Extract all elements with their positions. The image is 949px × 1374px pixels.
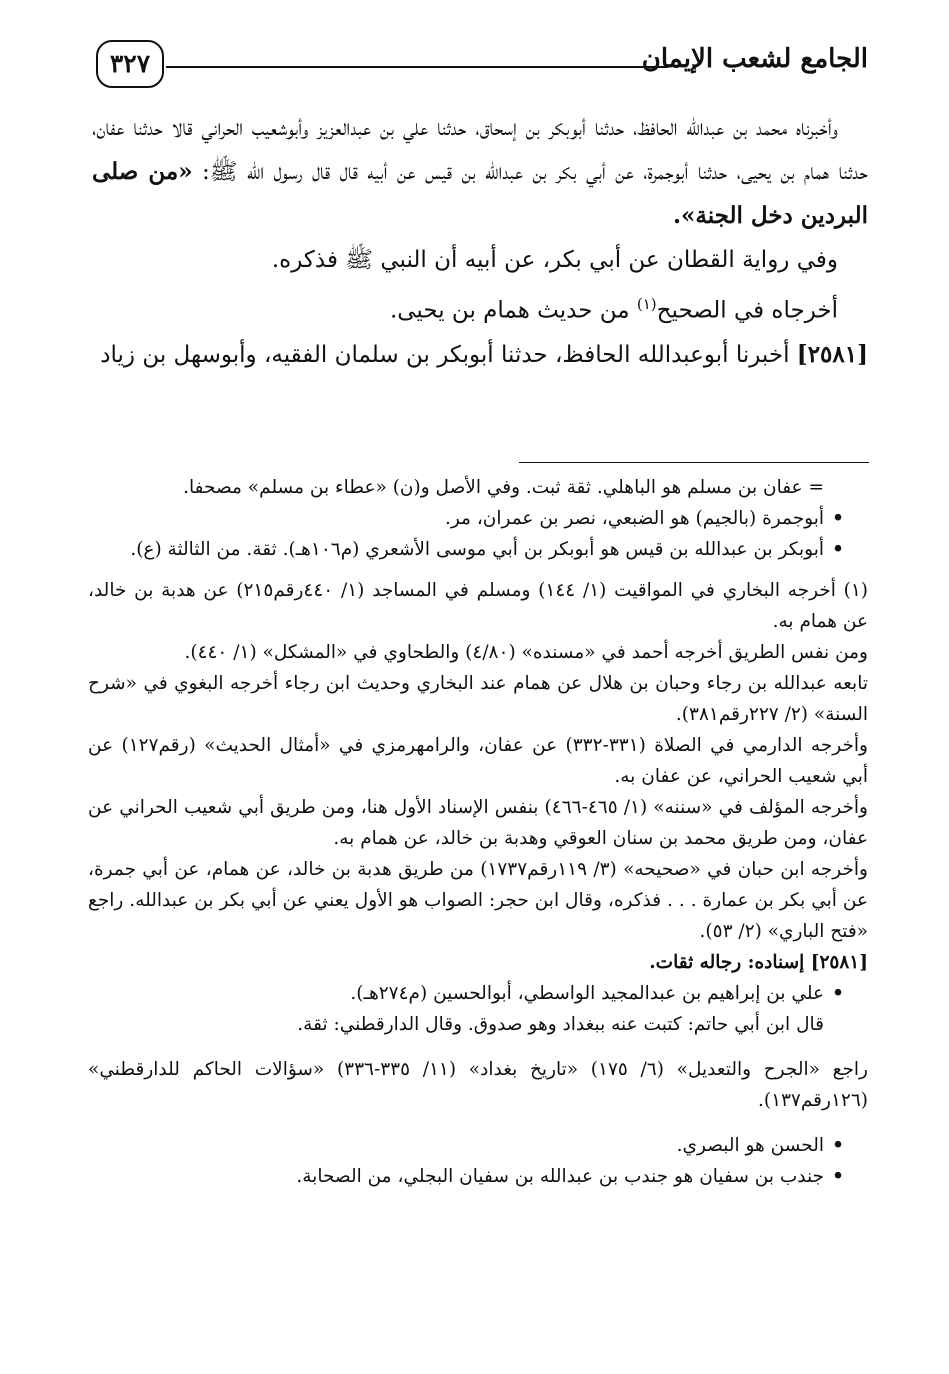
footnote-ahmad: ومن نفس الطريق أخرجه أحمد في «مسنده» (٤/٨٠) والطحاوي في «المشكل» (١/ ٤٤٠).: [184, 642, 868, 663]
footnote-hasan: • الحسن هو البصري.: [88, 1130, 868, 1161]
header-rule: [166, 66, 668, 68]
footnote-separator: [519, 462, 869, 463]
footnote-isnad-heading: [٢٥٨١] إسناده: رجاله ثقات.: [649, 952, 868, 973]
footnote-muallif: وأخرجه المؤلف في «سننه» (١/ ٤٦٥-٤٦٦) بنفس الإسناد الأول هنا، ومن طريق أبي شعيب الحراني عن عفان، ومن طريق محمد بن سنان العوقي وهدبة بن خالد، عن همام به.: [88, 797, 868, 849]
footnote-ref-1[interactable]: (١): [636, 295, 657, 313]
footnote-1: (١) أخرجه البخاري في المواقيت (١/ ١٤٤) ومسلم في المساجد (١/ ٤٤٠رقم٢١٥) عن هدبة بن خالد، عن همام به.: [88, 580, 868, 632]
main-text: [92, 106, 868, 377]
page-number: ٣٢٧: [96, 40, 164, 88]
footnote-ibnabihatim: قال ابن أبي حاتم: كتبت عنه ببغداد وهو صدوق. وقال الدارقطني: ثقة.: [297, 1014, 824, 1035]
footnote-abubakr: • أبوبكر بن عبدالله بن قيس هو أبوبكر بن أبي موسى الأشعري (م١٠٦هـ). ثقة. من الثالثة (ع).: [88, 534, 868, 565]
footnote-jundab: • جندب بن سفيان هو جندب بن عبدالله بن سفيان البجلي، من الصحابة.: [88, 1161, 868, 1192]
sahih-text-a: أخرجاه في الصحيح: [656, 297, 838, 324]
footnote-affan: = عفان بن مسلم هو الباهلي. ثقة ثبت. وفي الأصل و(ن) «عطاء بن مسلم» مصحفا.: [88, 472, 868, 503]
footnote-darimi: وأخرجه الدارمي في الصلاة (٣٣١-٣٣٢) عن عفان، والرامهرمزي في «أمثال الحديث» (رقم١٢٧) عن أبي شعيب الحراني، عن عفان به.: [88, 735, 868, 787]
page-header: [88, 38, 868, 94]
footnote-tabiahu: تابعه عبدالله بن رجاء وحبان بن هلال عن همام عند البخاري وحديث ابن رجاء أخرجه البغوي في «شرح السنة» (٢/ ٢٢٧رقم٣٨١).: [88, 673, 868, 725]
paragraph-isnad: [92, 106, 868, 238]
isnad-text: وأخبرناه محمد بن عبدالله الحافظ، حدثنا أبوبكر بن إسحاق، حدثنا علي بن عبدالعزيز وأبوشعيب الحراني قالا حدثنا عفان، حدثنا همام بن يحيى، حدثنا أبوجمرة، عن أبي بكر بن عبدالله بن قيس عن أبيه قال قال رسول الله ﷺ:: [92, 115, 868, 185]
footnote-ali: • علي بن إبراهيم بن عبدالمجيد الواسطي، أبوالحسين (م٢٧٤هـ).: [88, 978, 868, 1009]
paragraph-next-hadith: [92, 333, 868, 377]
hadith-number: [٢٥٨١]: [796, 340, 868, 368]
paragraph-qattan: وفي رواية القطان عن أبي بكر، عن أبيه أن النبي ﷺ فذكره.: [271, 247, 838, 273]
sahih-text-b: من حديث همام بن يحيى.: [389, 297, 637, 324]
hadith-text: «من صلى البردين دخل الجنة».: [92, 158, 868, 229]
book-title: الجامع لشعب الإيمان: [641, 44, 868, 74]
footnote-abujamra: • أبوجمرة (بالجيم) هو الضبعي، نصر بن عمران، مر.: [88, 503, 868, 534]
footnote-references: راجع «الجرح والتعديل» (٦/ ١٧٥) «تاريخ بغداد» (١١/ ٣٣٥-٣٣٦) «سؤالات الحاكم للدارقطني» (١٢٦رقم١٣٧).: [88, 1059, 868, 1111]
paragraph-sahih: [92, 282, 868, 333]
next-hadith-text: أخبرنا أبوعبدالله الحافظ، حدثنا أبوبكر بن سلمان الفقيه، وأبوسهل بن زياد: [100, 341, 797, 368]
footnote-ibnhibban: وأخرجه ابن حبان في «صحيحه» (٣/ ١١٩رقم١٧٣٧) من طريق هدبة بن خالد، عن همام، عن أبي جمرة، عن أبي بكر بن عمارة . . . فذكره، وقال ابن حجر: الصواب هو الأول يعني عن أبي بكر بن عبدالله. راجع «فتح الباري» (٢/ ٥٣).: [88, 859, 868, 942]
footnotes: [88, 472, 868, 1192]
